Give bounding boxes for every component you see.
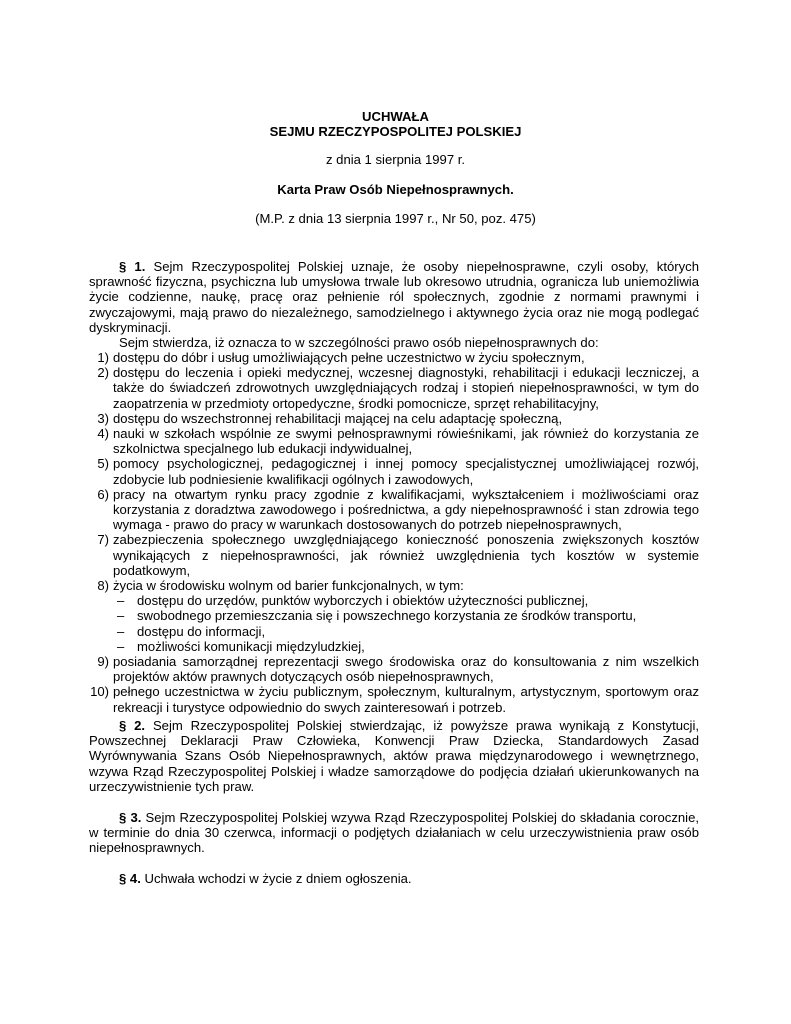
sub-list-item xyxy=(113,608,699,623)
dash-bullet: – xyxy=(117,638,125,654)
dash-bullet: – xyxy=(117,593,125,609)
section-3-mark: § 3. xyxy=(119,810,142,825)
list-item xyxy=(89,532,699,578)
sub-list-item-text: możliwości komunikacji międzyludzkiej, xyxy=(137,638,365,654)
list-item-text: dostępu do dóbr i usług umożliwiających pełne uczestnictwo w życiu społecznym, xyxy=(113,350,585,365)
section-2-paragraph xyxy=(89,718,699,794)
list-item-number: 4) xyxy=(97,426,109,442)
section-1-paragraph xyxy=(89,259,699,335)
list-item xyxy=(89,411,699,426)
list-item-number: 3) xyxy=(97,410,109,426)
section-1-text: Sejm Rzeczypospolitej Polskiej uznaje, że osoby niepełnosprawne, czyli osoby, których sprawność fizyczna, psychiczna lub umysłowa trwale lub okresowo utrudnia, ogranicza lub uniemożliwia życie codzienne, naukę, pracę oraz pełnienie ról społecznych, zgodnie z normami prawnymi i zwyczajowymi, mają prawo do niezależnego, samodzielnego i aktywnego życia oraz nie mogą podlegać dyskryminacji. xyxy=(89,259,699,335)
sub-list-item xyxy=(113,624,699,639)
list-item xyxy=(89,654,699,684)
list-item xyxy=(89,487,699,533)
list-item-number: 2) xyxy=(97,365,109,381)
list-item-number: 1) xyxy=(97,350,109,365)
list-item-number: 10) xyxy=(90,684,109,700)
list-item-number: 7) xyxy=(97,532,109,548)
list-item-text: pełnego uczestnictwa w życiu publicznym, społecznym, kulturalnym, artystycznym, sportowym oraz rekreacji i turystyce odpowiednio do swych zainteresowań i potrzeb. xyxy=(113,684,699,715)
sub-list-item xyxy=(113,639,699,654)
list-item xyxy=(89,426,699,456)
list-item xyxy=(89,365,699,411)
list-item-text: dostępu do leczenia i opieki medycznej, wczesnej diagnostyki, rehabilitacji i edukacji leczniczej, a także do świadczeń zdrowotnych uwzględniających rodzaj i stopień niepełnosprawności, w tym do zaopatrzenia w przedmioty ortopedyczne, środki pomocnicze, sprzęt rehabilitacyjny, xyxy=(113,365,699,411)
list-item-text: posiadania samorządnej reprezentacji swego środowiska oraz do konsultowania z nim wszelkich projektów aktów prawnych dotyczących osób niepełnosprawnych, xyxy=(113,654,699,685)
section-1-intro: Sejm stwierdza, iż oznacza to w szczególności prawo osób niepełnosprawnych do: xyxy=(119,335,599,350)
list-item xyxy=(89,684,699,714)
section-2-text: Sejm Rzeczypospolitej Polskiej stwierdzając, iż powyższe prawa wynikają z Konstytucji, Powszechnej Deklaracji Praw Człowieka, Konwencji Praw Dziecka, Standardowych Zasad Wyrównywania Szans Osób Niepełnosprawnych, aktów prawa międzynarodowego i wewnętrznego, wzywa Rząd Rzeczypospolitej Polskiej i władze samorządowe do podjęcia działań ukierunkowanych na urzeczywistnienie tych praw. xyxy=(89,718,699,794)
list-item-text: pomocy psychologicznej, pedagogicznej i innej pomocy specjalistycznej umożliwiającej rozwój, zdobycie lub podniesienie kwalifikacji ogólnych i zawodowych, xyxy=(113,456,699,487)
section-4-mark: § 4. xyxy=(119,871,141,886)
list-item-number: 8) xyxy=(97,578,109,594)
rights-list xyxy=(89,350,699,715)
title-line-2: SEJMU RZECZYPOSPOLITEJ POLSKIEJ xyxy=(269,124,522,139)
sub-list-item-text: dostępu do informacji, xyxy=(137,623,266,639)
dash-bullet: – xyxy=(117,623,125,639)
section-4-paragraph xyxy=(89,871,699,886)
list-item-text: życia w środowisku wolnym od barier funkcjonalnych, w tym: xyxy=(113,578,464,594)
publication-reference: (M.P. z dnia 13 sierpnia 1997 r., Nr 50, poz. 475) xyxy=(255,211,536,226)
section-3-text: Sejm Rzeczypospolitej Polskiej wzywa Rząd Rzeczypospolitej Polskiej do składania corocznie, w terminie do dnia 30 czerwca, informacji o podjętych działaniach w celu urzeczywistnienia praw osób niepełnosprawnych. xyxy=(89,810,699,856)
sub-list xyxy=(113,593,699,654)
list-item xyxy=(89,350,699,365)
section-4-text: Uchwała wchodzi w życie z dniem ogłoszenia. xyxy=(140,871,412,886)
section-1-mark: § 1. xyxy=(119,259,146,274)
sub-list-item-text: swobodnego przemieszczania się i powszechnego korzystania ze środków transportu, xyxy=(137,608,637,624)
document-date: z dnia 1 sierpnia 1997 r. xyxy=(325,152,466,167)
title-line-1: UCHWAŁA xyxy=(362,109,429,124)
list-item xyxy=(89,456,699,486)
list-item-text: zabezpieczenia społecznego uwzględniającego konieczność ponoszenia zwiększonych kosztów wynikających z niepełnosprawności, jak również uwzględnienia tych kosztów w systemie podatkowym, xyxy=(113,532,699,578)
section-2-mark: § 2. xyxy=(119,718,146,733)
list-item-text: nauki w szkołach wspólnie ze swymi pełnosprawnymi rówieśnikami, jak również do korzystania ze szkolnictwa specjalnego lub edukacji indywidualnej, xyxy=(113,426,699,457)
list-item-number: 6) xyxy=(97,486,109,502)
list-item-text: pracy na otwartym rynku pracy zgodnie z kwalifikacjami, wykształceniem i możliwościami oraz korzystania z doradztwa zawodowego i pośrednictwa, a gdy niepełnosprawność i stan zdrowia tego wymaga - prawo do pracy w warunkach dostosowanych do potrzeb niepełnosprawnych, xyxy=(113,486,699,533)
sub-list-item-text: dostępu do urzędów, punktów wyborczych i obiektów użyteczności publicznej, xyxy=(137,593,589,609)
list-item-number: 5) xyxy=(97,456,109,472)
sub-list-item xyxy=(113,593,699,608)
section-3-paragraph xyxy=(89,810,699,856)
dash-bullet: – xyxy=(117,608,125,624)
list-item-number: 9) xyxy=(97,654,109,670)
document-subject: Karta Praw Osób Niepełnosprawnych. xyxy=(277,182,514,197)
list-item-text: dostępu do wszechstronnej rehabilitacji mającej na celu adaptację społeczną, xyxy=(113,410,563,426)
list-item xyxy=(89,578,699,654)
